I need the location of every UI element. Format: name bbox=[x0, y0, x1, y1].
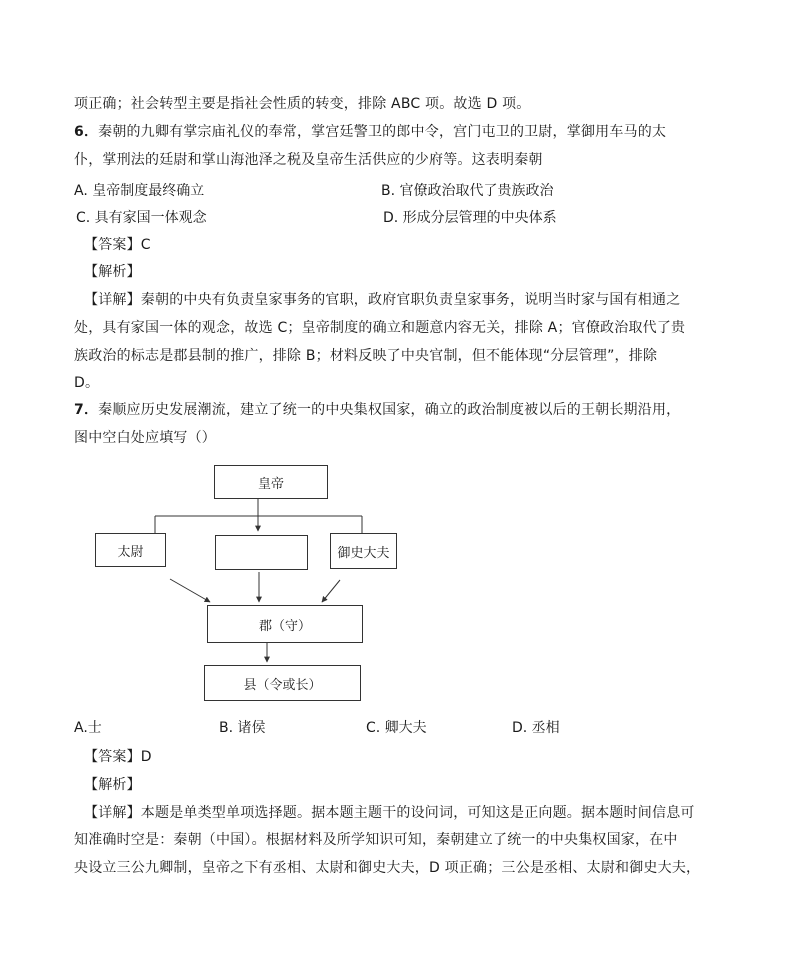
q7-analysis-label: 【解析】 bbox=[84, 777, 141, 793]
blank-box bbox=[215, 535, 308, 570]
q7-detail-line1: 【详解】本题是单类型单项选择题。据本题主题干的设问词，可知这是正向题。据本题时间信息可 bbox=[84, 805, 695, 821]
xian-box: 县（令或长） bbox=[204, 665, 361, 701]
yushi-box: 御史大夫 bbox=[330, 533, 397, 569]
q6-stem-text1: 秦朝的九卿有掌宗庙礼仪的奉常，掌宫廷警卫的郎中令，宫门屯卫的卫尉，掌御用车马的太 bbox=[98, 124, 667, 140]
q6-detail-line4: D。 bbox=[74, 375, 100, 391]
prev-answer-tail: 项正确；社会转型主要是指社会性质的转变，排除 ABC 项。故选 D 项。 bbox=[74, 96, 531, 112]
q7-detail-line3: 央设立三公九卿制，皇帝之下有丞相、太尉和御史大夫，D 项正确；三公是丞相、太尉和御史大夫， bbox=[74, 860, 701, 876]
q6-option-b: B. 官僚政治取代了贵族政治 bbox=[381, 183, 554, 199]
q6-detail-line2: 处，具有家国一体的观念，故选 C；皇帝制度的确立和题意内容无关，排除 A；官僚政治取代了贵 bbox=[74, 320, 686, 336]
q7-number: 7． bbox=[74, 402, 99, 418]
q6-answer: 【答案】C bbox=[84, 237, 151, 253]
q6-stem-line2: 仆，掌刑法的廷尉和掌山海池泽之税及皇帝生活供应的少府等。这表明秦朝 bbox=[74, 152, 543, 168]
jun-box: 郡（守） bbox=[207, 605, 363, 643]
taiwei-box: 太尉 bbox=[95, 533, 166, 567]
taiwei-to-jun-arrow bbox=[170, 579, 210, 602]
q6-option-d: D. 形成分层管理的中央体系 bbox=[383, 210, 557, 226]
q7-option-b: B. 诸侯 bbox=[219, 720, 266, 736]
q7-stem-line2: 图中空白处应填写（） bbox=[74, 430, 216, 446]
q7-option-c: C. 卿大夫 bbox=[366, 720, 427, 736]
q7-stem-text1: 秦顺应历史发展潮流，建立了统一的中央集权国家，确立的政治制度被以后的王朝长期沿用， bbox=[98, 402, 681, 418]
q6-option-c: C. 具有家国一体观念 bbox=[76, 210, 207, 226]
emperor-box: 皇帝 bbox=[214, 465, 328, 499]
q7-option-a: A.士 bbox=[74, 720, 102, 736]
q6-analysis-label: 【解析】 bbox=[84, 264, 141, 280]
q7-detail-line2: 知准确时空是：秦朝（中国）。根据材料及所学知识可知，秦朝建立了统一的中央集权国家，在中 bbox=[74, 832, 678, 848]
q6-detail-line3: 族政治的标志是郡县制的推广，排除 B；材料反映了中央官制，但不能体现“分层管理”，排除 bbox=[74, 348, 658, 364]
yushi-to-jun-arrow bbox=[322, 580, 340, 602]
q7-answer: 【答案】D bbox=[84, 749, 152, 765]
q7-option-d: D. 丞相 bbox=[512, 720, 560, 736]
q6-option-a: A. 皇帝制度最终确立 bbox=[74, 183, 205, 199]
q6-detail-line1: 【详解】秦朝的中央有负责皇家事务的官职，政府官职负责皇家事务，说明当时家与国有相通之 bbox=[84, 292, 681, 308]
q6-number: 6． bbox=[74, 124, 99, 140]
